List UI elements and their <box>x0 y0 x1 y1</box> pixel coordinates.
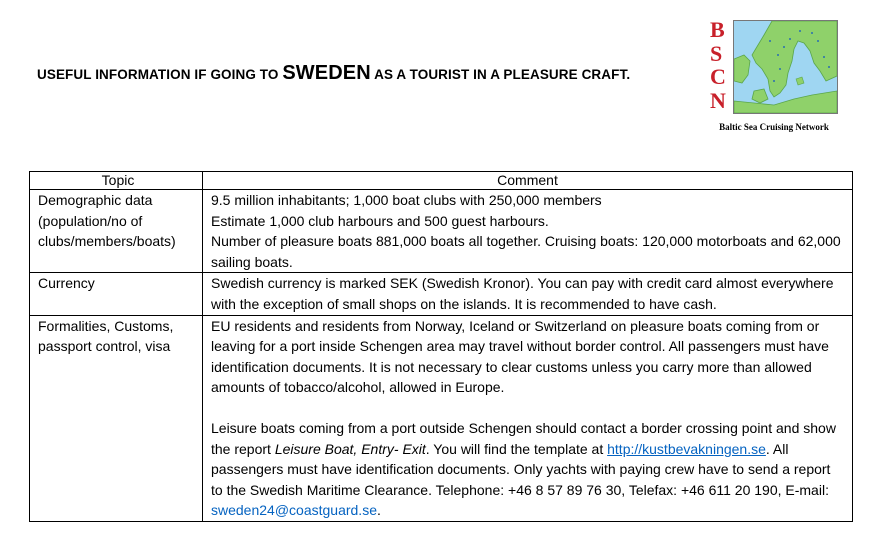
report-name: Leisure Boat, Entry- Exit <box>274 440 426 457</box>
paragraph-text: Leisure boats coming from a port outside Schengen should contact a border crossing point and show the report <box>211 419 836 457</box>
comment-paragraph: EU residents and residents from Norway, Iceland or Switzerland on pleasure boats coming from or leaving for a port inside Schengen area may travel without border control. All passengers must have identification documents. It is not necessary to clear customs unless you carry more than allowed amounts of tobacco/alcohol, allowed in Europe. <box>211 317 829 396</box>
logo-caption: Baltic Sea Cruising Network <box>719 122 829 132</box>
table-row <box>30 190 853 273</box>
comment-line: 9.5 million inhabitants; 1,000 boat clubs with 250,000 members <box>211 192 602 208</box>
topic-cell: Currency <box>30 273 203 315</box>
page-title <box>37 62 630 85</box>
table-header-row <box>30 172 853 190</box>
title-prefix: USEFUL INFORMATION IF GOING TO <box>37 67 279 82</box>
title-country: SWEDEN <box>282 62 371 84</box>
baltic-map-icon <box>734 21 837 113</box>
title-suffix: AS A TOURIST IN A PLEASURE CRAFT. <box>374 67 631 82</box>
comment-line: Number of pleasure boats 881,000 boats all together. Cruising boats: 120,000 motorboats and 62,000 sailing boats. <box>211 233 841 270</box>
logo-letters <box>710 18 732 112</box>
kustbevakningen-link[interactable]: http://kustbevakningen.se <box>607 440 766 457</box>
paragraph-text: . You will find the template at <box>425 440 608 457</box>
logo-letter-n: N <box>710 87 726 113</box>
logo-letter-s: S <box>710 40 723 66</box>
comment-cell: Swedish currency is marked SEK (Swedish Kronor). You can pay with credit card almost everywhere with the exception of small shops on the islands. It is recommended to have cash. <box>203 273 853 315</box>
topic-cell: Demographic data (population/no of clubs/members/boats) <box>30 190 203 273</box>
email-link[interactable]: sweden24@coastguard.se <box>211 502 377 519</box>
table-row <box>30 273 853 315</box>
column-header-topic: Topic <box>30 172 203 190</box>
topic-cell: Formalities, Customs, passport control, visa <box>30 315 203 521</box>
table-row <box>30 315 853 521</box>
comment-line: Estimate 1,000 club harbours and 500 guest harbours. <box>211 212 549 229</box>
info-table <box>29 171 853 522</box>
logo-letter-c: C <box>710 64 726 89</box>
logo-letter-b: B <box>710 17 725 42</box>
baltic-map-image <box>733 20 838 114</box>
paragraph-text: . All passengers must have identification documents. Only yachts with paying crew have to send a report to the Swedish Maritime Clearance. Telephone: +46 8 57 89 76 30, Telefax: +46 611 20 190, E-mail: <box>211 440 831 498</box>
bscn-logo <box>702 18 842 136</box>
comment-cell <box>203 315 853 521</box>
comment-cell <box>203 190 853 273</box>
column-header-comment: Comment <box>203 172 853 190</box>
paragraph-text: . <box>376 502 381 519</box>
comment-paragraph <box>211 418 844 521</box>
